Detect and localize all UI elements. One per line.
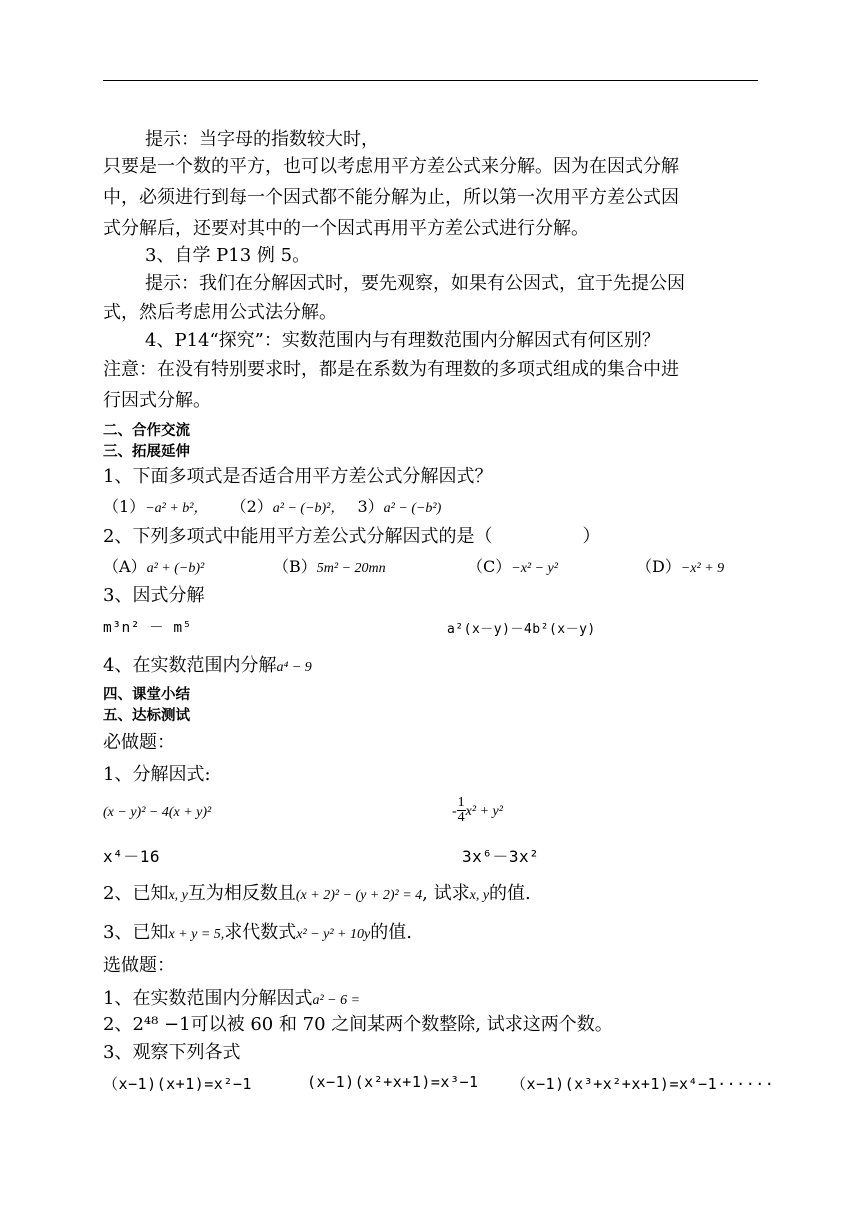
choice-d-label: （D） <box>636 557 681 576</box>
t3-expr: x² − y² + 10y <box>296 927 371 942</box>
ext-q2-choice-a <box>103 554 204 577</box>
note-line-1: 注意：在没有特别要求时，都是在系数为有理数的多项式组成的集合中进 <box>103 359 679 380</box>
optional-question-2: 2、2⁴⁸ −1可以被 60 和 70 之间某两个数整除, 试求这两个数。 <box>103 1014 613 1035</box>
hint2-line-2: 式，然后考虑用公式法分解。 <box>103 302 337 323</box>
ext-q3-left-expr: m³n² － m⁵ <box>103 620 192 636</box>
t2-mid: 互为相反数且 <box>187 883 296 904</box>
hint1-line-1: 只要是一个数的平方，也可以考虑用平方差公式来分解。因为在因式分解 <box>103 156 679 177</box>
opt-1-math: −a² + b²， <box>145 501 208 516</box>
section-3-heading: 三、拓展延伸 <box>103 444 190 460</box>
ext-q4-text: 4、在实数范围内分解 <box>103 655 277 676</box>
opt-1-label: （1） <box>103 497 146 516</box>
ext-q2-choice-b <box>273 554 386 577</box>
ext-q4-math: a⁴ − 9 <box>276 660 312 675</box>
section-4-heading: 四、课堂小结 <box>103 687 190 703</box>
o3-expr-2: (x−1)(x²+x+1)=x³−1 <box>307 1073 479 1091</box>
optional-question-1 <box>103 984 360 1010</box>
hint2-line-1: 提示：我们在分解因式时，要先观察，如果有公因式，宜于先提公因 <box>145 273 685 294</box>
o1-math: a² − 6 = <box>312 993 361 1008</box>
optional-question-3: 3、观察下列各式 <box>103 1042 241 1063</box>
ext-question-2: 2、下列多项式中能用平方差公式分解因式的是（ ） <box>103 526 601 547</box>
choice-c-math: −x² − y² <box>511 561 558 576</box>
test-question-2 <box>103 879 531 905</box>
optional-heading: 选做题： <box>103 955 175 976</box>
o1-pre: 1、在实数范围内分解因式 <box>103 988 313 1009</box>
ext-q2-choice-d <box>636 554 724 577</box>
t1-expr-d: 3x⁶－3x² <box>462 847 540 866</box>
t2-pre: 2、已知 <box>103 883 169 904</box>
ext-q1-options <box>103 494 441 517</box>
t3-mid: 求代数式 <box>224 922 297 943</box>
opt-3-math: a² − (−b²) <box>383 501 442 516</box>
t1-expr-c: x⁴－16 <box>103 847 161 866</box>
ext-question-4 <box>103 651 312 677</box>
opt-3-label: 3） <box>357 497 384 516</box>
t1-b-neg: - <box>452 804 457 819</box>
t3-end: 的值. <box>370 922 412 943</box>
test-question-3 <box>103 918 412 944</box>
t3-eq: x + y = 5, <box>168 927 225 942</box>
choice-c-label: （C） <box>467 557 512 576</box>
section-2-heading: 二、合作交流 <box>103 423 190 439</box>
t1-expr-a: (x − y)² − 4(x + y)² <box>103 805 212 820</box>
note-line-2: 行因式分解。 <box>103 390 211 411</box>
t1-b-numerator: 1 <box>457 795 465 810</box>
test-question-1: 1、分解因式: <box>103 764 211 785</box>
t2-xy-2: x, y <box>469 888 490 903</box>
header-rule <box>103 80 758 81</box>
choice-b-math: 5m² − 20mn <box>316 561 386 576</box>
hint1-line-3: 式分解后，还要对其中的一个因式再用平方差公式进行分解。 <box>103 218 589 239</box>
o3-expr-3: （x−1)(x³+x²+x+1)=x⁴−1······ <box>511 1075 775 1093</box>
t2-end: 的值. <box>489 883 531 904</box>
t1-b-fraction <box>457 796 466 825</box>
must-do-heading: 必做题： <box>103 732 175 753</box>
choice-a-label: （A） <box>103 557 147 576</box>
t2-eq: (x + 2)² − (y + 2)² = 4 <box>295 888 423 903</box>
choice-b-label: （B） <box>273 557 317 576</box>
ext-q3-right-expr: a²(x－y)－4b²(x－y) <box>447 622 596 637</box>
opt-2-math: a² − (−b)²， <box>272 501 345 516</box>
hint1-line-2: 中，必须进行到每一个因式都不能分解为止，所以第一次用平方差公式因 <box>103 187 679 208</box>
t1-expr-b <box>452 796 503 825</box>
section-5-heading: 五、达标测试 <box>103 708 190 724</box>
item-4: 4、P14“探究”：实数范围内与有理数范围内分解因式有何区别？ <box>145 330 660 351</box>
hint1-heading: 提示：当字母的指数较大时， <box>145 129 379 150</box>
choice-a-math: a² + (−b)² <box>146 561 205 576</box>
t1-b-rest: x² + y² <box>465 804 503 819</box>
t2-xy: x, y <box>168 888 188 903</box>
ext-q2-choice-c <box>467 554 558 577</box>
t1-b-denominator: 4 <box>457 810 465 825</box>
choice-d-math: −x² + 9 <box>680 561 725 576</box>
t3-pre: 3、已知 <box>103 922 169 943</box>
t2-post: , 试求 <box>422 883 470 904</box>
ext-question-3: 3、因式分解 <box>103 585 205 606</box>
opt-2-label: （2） <box>230 497 273 516</box>
item-3: 3、自学 P13 例 5。 <box>145 245 311 266</box>
o3-expr-1: （x−1)(x+1)=x²−1 <box>103 1075 252 1093</box>
ext-question-1: 1、下面多项式是否适合用平方差公式分解因式？ <box>103 466 493 487</box>
